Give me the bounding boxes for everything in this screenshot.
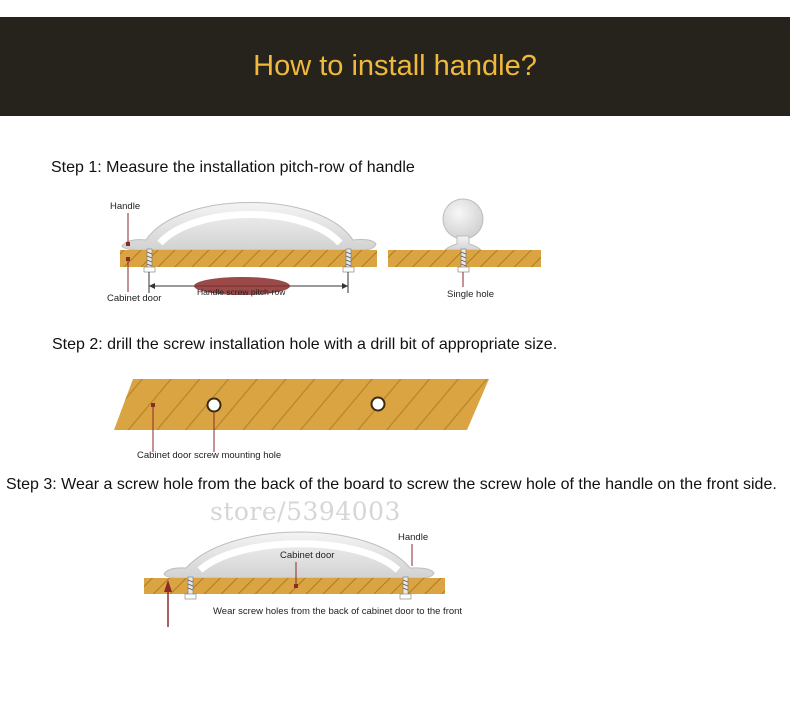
store-watermark: store/5394003 xyxy=(210,497,401,526)
handle-label: Handle xyxy=(110,201,141,212)
knob-head xyxy=(443,199,483,239)
single-hole-label: Single hole xyxy=(447,289,495,300)
diagram-2 xyxy=(114,379,489,452)
cabinet-door-label: Cabinet door xyxy=(107,293,162,304)
drill-hole-left xyxy=(208,399,221,412)
diagram-1 xyxy=(120,199,541,295)
drill-hole-right xyxy=(372,398,385,411)
handle-label-3: Handle xyxy=(398,532,429,543)
back-to-front-note: Wear screw holes from the back of cabinet door to the front xyxy=(213,606,463,617)
page-title: How to install handle? xyxy=(253,50,537,82)
pitch-row-label: Handle screw pitch-row xyxy=(197,287,286,297)
mounting-hole-label: Cabinet door screw mounting hole xyxy=(137,450,282,461)
step-2-text: Step 2: drill the screw installation hole with a drill bit of appropriate size. xyxy=(52,336,558,353)
step-1-text: Step 1: Measure the installation pitch-row of handle xyxy=(51,159,415,176)
cabinet-door-label-3: Cabinet door xyxy=(280,550,335,561)
drilled-board xyxy=(114,379,489,430)
step-3-text: Step 3: Wear a screw hole from the back of the board to screw the screw hole of the handle on the front side. xyxy=(6,476,777,493)
cabinet-door-board xyxy=(120,250,377,267)
